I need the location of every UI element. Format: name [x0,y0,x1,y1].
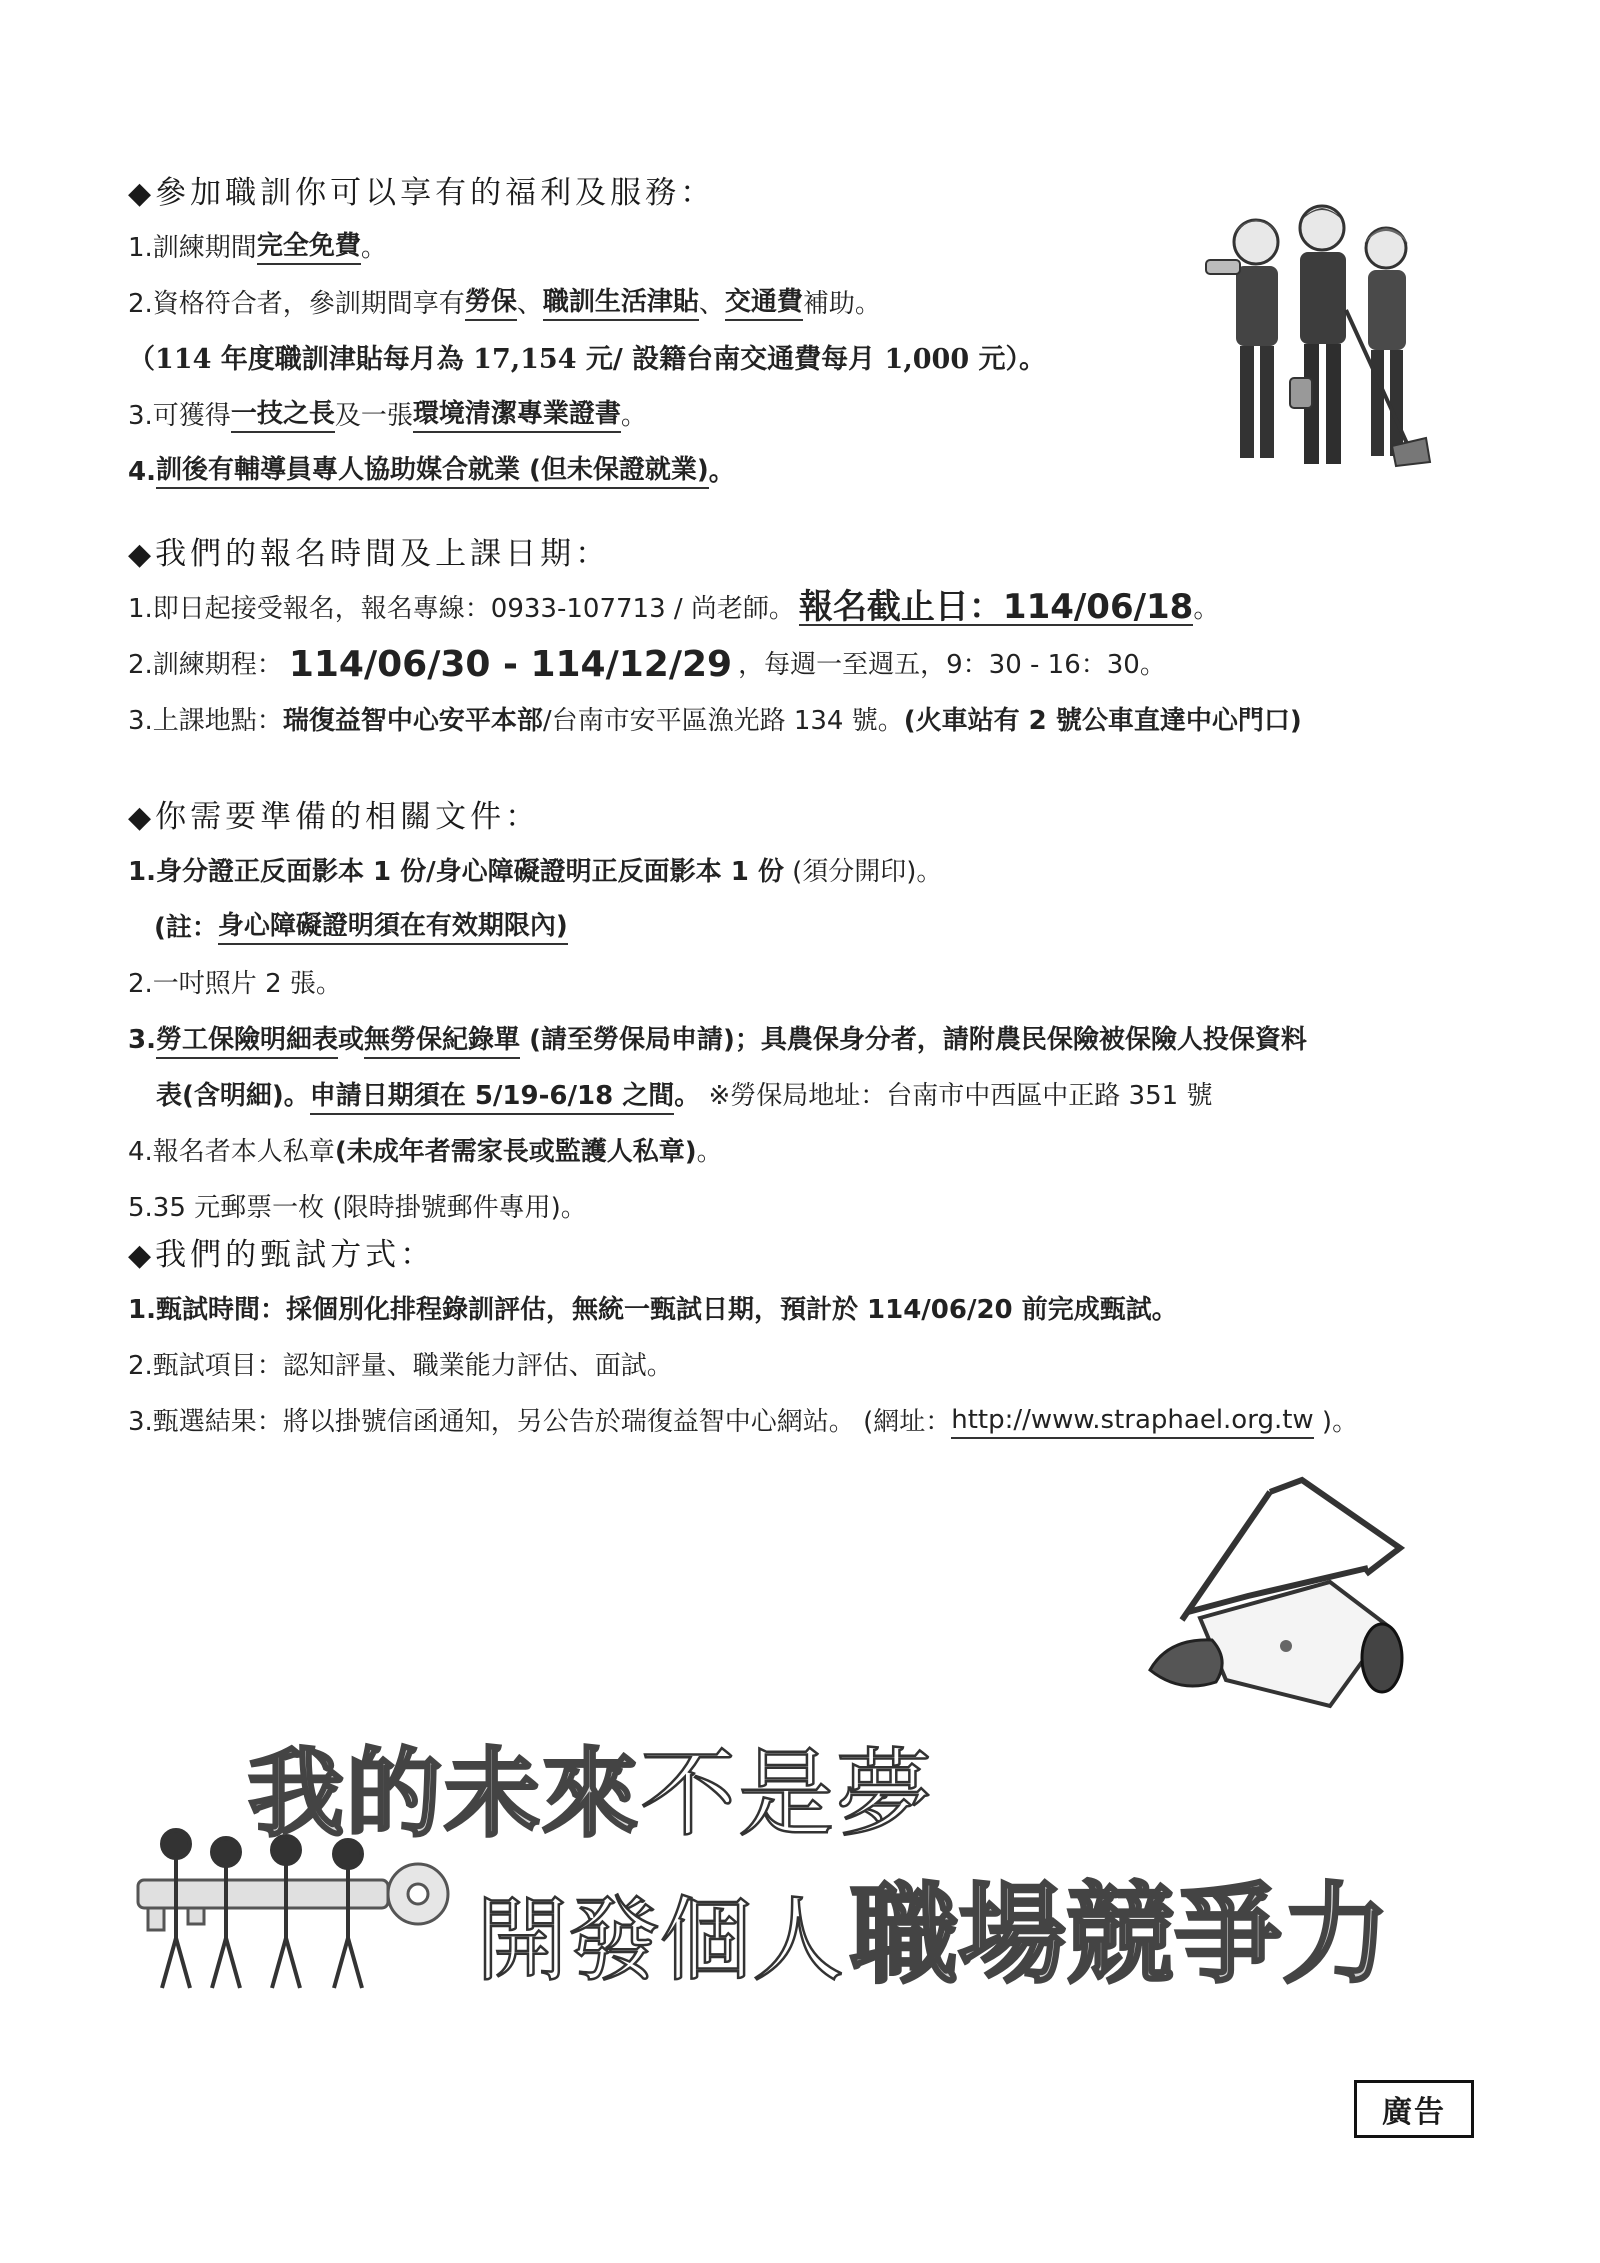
schedule-title-text: 我們的報名時間及上課日期： [155,536,611,572]
documents-title-text: 你需要準備的相關文件： [155,799,541,835]
schedule-line-3: 3.上課地點： 瑞復益智中心安平本部 /台南市安平區漁光路 134 號。 (火車站有 2 號公車直達中心門口) [128,706,1302,736]
diamond-icon: ◆ [128,1238,152,1273]
diamond-icon: ◆ [128,800,152,835]
screening-title-text: 我們的甄試方式： [155,1237,436,1273]
schedule-line-1: 1.即日起接受報名，報名專線：0933-107713 / 尚老師。 報名截止日：114/06/18 。 [128,587,1220,627]
document-line-4: 4.報名者本人私章 (未成年者需家長或監護人私章) 。 [128,1137,723,1167]
schedule-section [128,527,1468,749]
slogan-line-2-bold: 職場競爭力 [850,1873,1391,1998]
document-line-2: 2.一吋照片 2 張。 [128,969,342,999]
screening-line-2: 2.甄試項目：認知評量、職業能力評估、面試。 [128,1351,673,1381]
screening-line-1: 1.甄試時間：採個別化排程錄訓評估，無統一甄試日期，預計於 114/06/20 前完成甄試。 [128,1295,1178,1325]
slogan-line-1-bold: 我的未來 [248,1738,640,1850]
document-line-3: 3.勞工保險明細表或無勞保紀錄單 (請至勞保局申請)；具農保身分者，請附農民保險被保險人投保資料 [128,1012,1468,1068]
floor-sweeper-illustration [1130,1470,1420,1720]
slogan-line-2 [476,1848,1390,2003]
diamond-icon: ◆ [128,176,152,211]
documents-section [128,790,1468,1236]
schedule-title [128,527,1468,581]
slogan-line-1 [248,1718,934,1855]
benefits-title-text: 參加職訓你可以享有的福利及服務： [155,175,716,211]
document-line-1: 1.身分證正反面影本 1 份/身心障礙證明正反面影本 1 份 (須分開印)。 [128,857,943,887]
screening-title [128,1228,1468,1282]
screening-line-3: 3.甄選結果：將以掛號信函通知，另公告於瑞復益智中心網站。 (網址： http://www.straphael.org.tw )。 [128,1405,1359,1437]
benefit-line-1: 1.訓練期間 完全免費 。 [128,231,387,263]
diamond-icon: ◆ [128,537,152,572]
benefit-line-4: 4. 訓後有輔導員專人協助媒合就業 (但未保證就業) 。 [128,455,735,487]
advertisement-label: 廣告 [1354,2080,1474,2138]
document-line-3-cont: 表(含明細)。申請日期須在 5/19-6/18 之間。 ※勞保局地址：台南市中西區中正路 351 號 [128,1068,1468,1124]
benefit-line-2: 2.資格符合者，參訓期間享有 勞保 、 職訓生活津貼 、 交通費 補助。 [128,287,881,319]
document-line-1-note: (註： 身心障礙證明須在有效期限內) [154,911,568,943]
benefit-line-3: 3.可獲得 一技之長 及一張 環境清潔專業證書 。 [128,399,647,431]
benefit-line-2-note: （114 年度職訓津貼每月為 17,154 元/ 設籍台南交通費每月 1,000 元）。 [128,344,1046,375]
schedule-line-2: 2.訓練期程： 114/06/30 - 114/12/29 ，每週一至週五，9：30 - 16：30。 [128,644,1166,685]
screening-section [128,1228,1468,1450]
slogan-line-2-thin: 開發個人 [476,1887,845,1994]
slogan-line-1-thin: 不是夢 [640,1738,934,1850]
cleaning-staff-illustration [1196,200,1432,472]
document-line-5: 5.35 元郵票一枚 (限時掛號郵件專用)。 [128,1193,587,1223]
documents-title [128,790,1468,844]
